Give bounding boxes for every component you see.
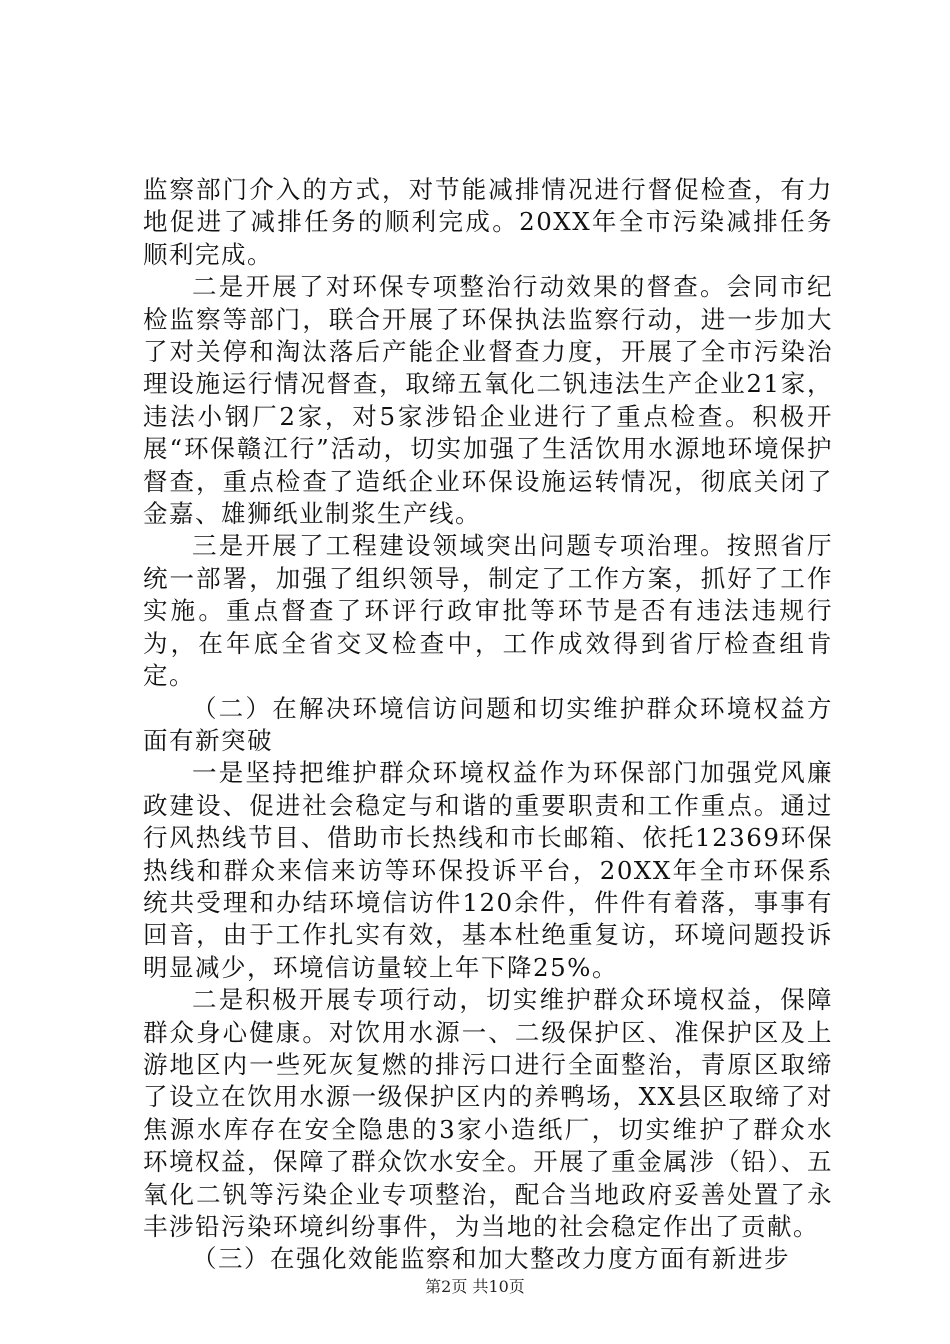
paragraph-continuation: 监察部门介入的方式，对节能减排情况进行督促检查，有力地促进了减排任务的顺利完成。20XX年全市污染减排任务顺利完成。 xyxy=(143,175,833,269)
section-heading-three: （三）在强化效能监察和加大整改力度方面有新进步 xyxy=(192,1244,790,1274)
page-number-footer: 第2页 共10页 xyxy=(425,1277,525,1296)
paragraph-engineering-governance: 三是开展了工程建设领域突出问题专项治理。按照省厅统一部署，加强了组织领导，制定了工作方案，抓好了工作实施。重点督查了环评行政审批等环节是否有违法违规行为，在年底全省交叉检查中，工作成效得到省厅检查组肯定。 xyxy=(143,531,833,691)
document-body xyxy=(143,174,833,1276)
section-heading-two: （二）在解决环境信访问题和切实维护群众环境权益方面有新突破 xyxy=(143,693,833,755)
paragraph-special-actions: 二是积极开展专项行动，切实维护群众环境权益，保障群众身心健康。对饮用水源一、二级保护区、准保护区及上游地区内一些死灰复燃的排污口进行全面整治，青原区取缔了设立在饮用水源一级保护区内的养鸭场，XX县区取缔了对焦源水库存在安全隐患的3家小造纸厂，切实维护了群众水环境权益，保障了群众饮水安全。开展了重金属涉（铅）、五氧化二钒等污染企业专项整治，配合当地政府妥善处置了永丰涉铅污染环境纠纷事件，为当地的社会稳定作出了贡献。 xyxy=(143,985,833,1241)
paragraph-public-rights: 一是坚持把维护群众环境权益作为环保部门加强党风廉政建设、促进社会稳定与和谐的重要职责和工作重点。通过行风热线节目、借助市长热线和市长邮箱、依托12369环保热线和群众来信来访等环保投诉平台，20XX年全市环保系统共受理和办结环境信访件120余件，件件有着落，事事有回音，由于工作扎实有效，基本杜绝重复访，环境问题投诉明显减少，环境信访量较上年下降25%。 xyxy=(143,758,833,982)
paragraph-supervision-special-rectification: 二是开展了对环保专项整治行动效果的督查。会同市纪检监察等部门，联合开展了环保执法监察行动，进一步加大了对关停和淘汰落后产能企业督查力度，开展了全市污染治理设施运行情况督查，取缔五氧化二钒违法生产企业21家，违法小钢厂2家，对5家涉铅企业进行了重点检查。积极开展“环保赣江行”活动，切实加强了生活饮用水源地环境保护督查，重点检查了造纸企业环保设施运转情况，彻底关闭了金嘉、雄狮纸业制浆生产线。 xyxy=(143,272,833,529)
